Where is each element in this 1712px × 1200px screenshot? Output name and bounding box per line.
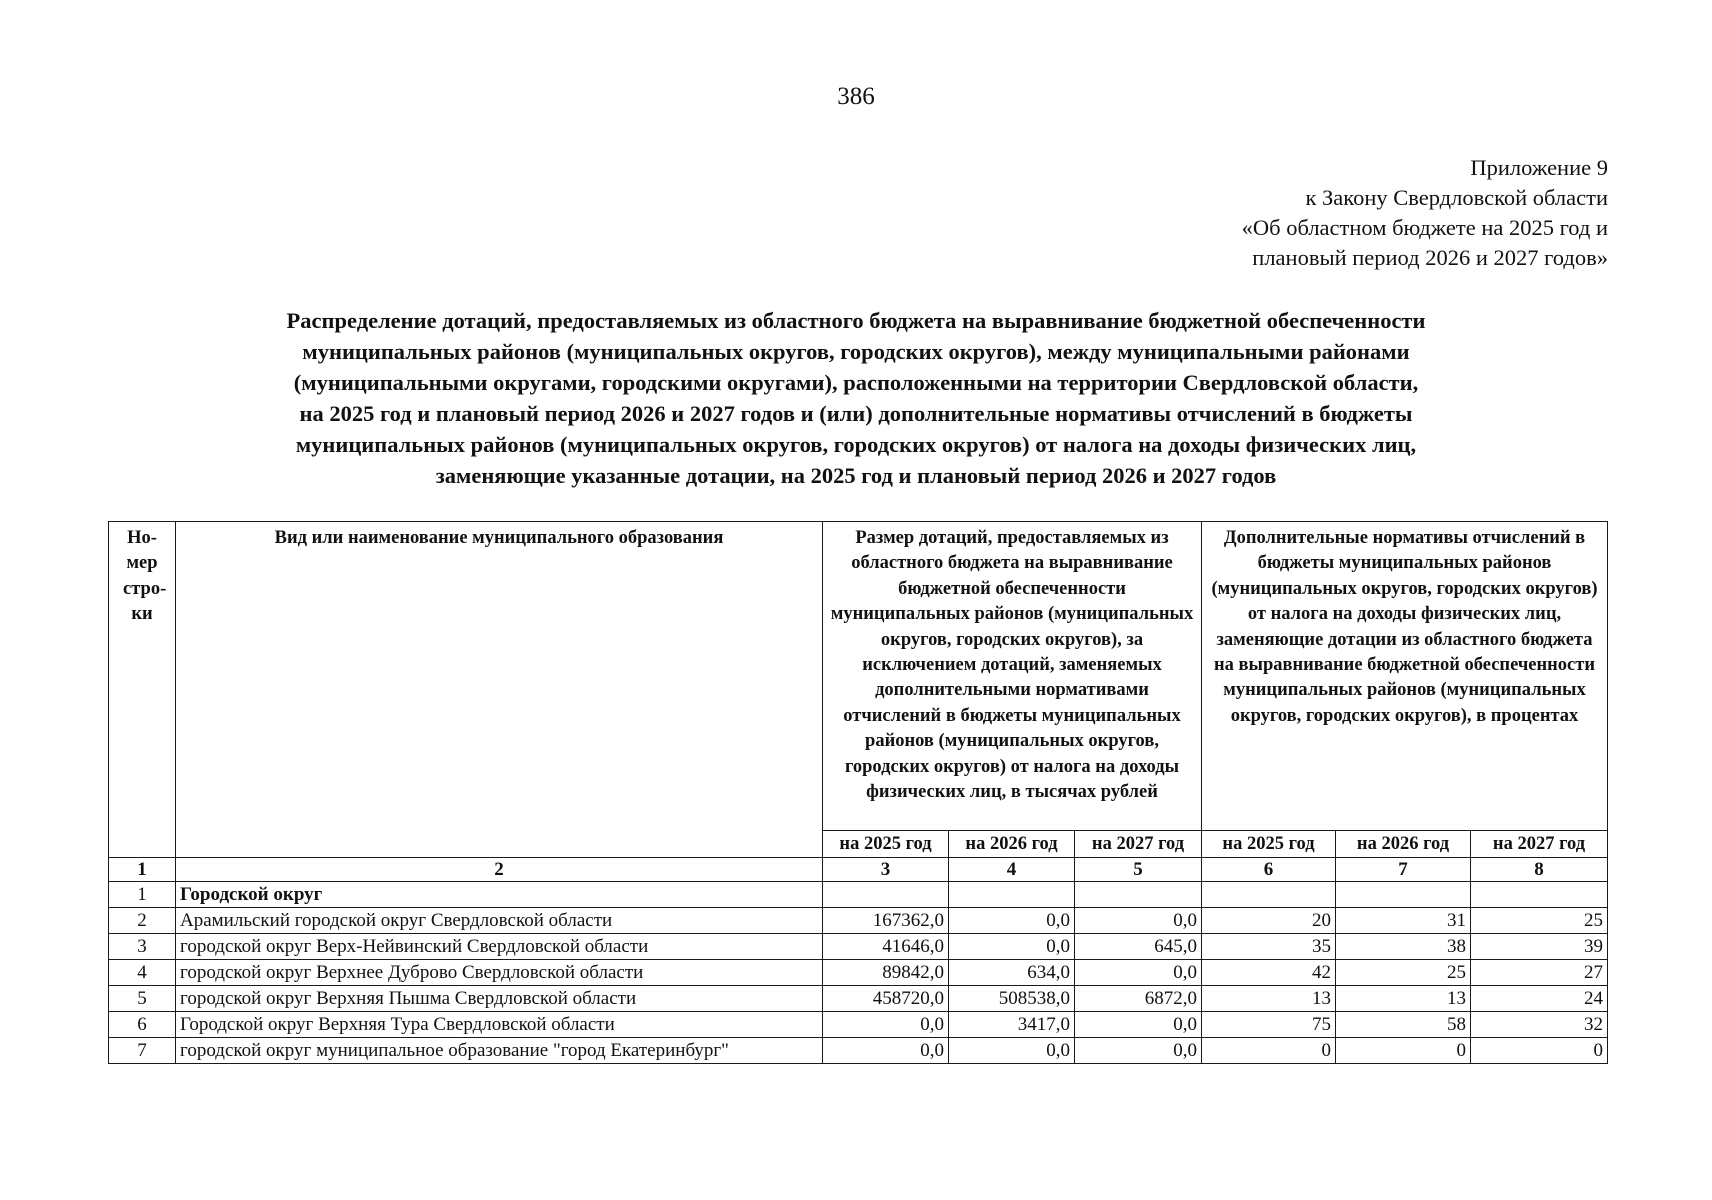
year-header: на 2027 год xyxy=(1075,831,1202,858)
row-name: городской округ Верхняя Пышма Свердловской области xyxy=(176,986,823,1012)
value-cell: 24 xyxy=(1471,986,1608,1012)
value-cell: 6872,0 xyxy=(1075,986,1202,1012)
appendix-line: «Об областном бюджете на 2025 год и xyxy=(1241,215,1608,240)
value-cell: 13 xyxy=(1202,986,1336,1012)
value-cell: 0 xyxy=(1471,1038,1608,1064)
value-cell: 27 xyxy=(1471,960,1608,986)
value-cell: 32 xyxy=(1471,1012,1608,1038)
dotation-table xyxy=(108,521,1608,1064)
title-line: (муниципальными округами, городскими округами), расположенными на территории Свердловской области, xyxy=(293,370,1419,395)
title-line: на 2025 год и плановый период 2026 и 2027 годов и (или) дополнительные нормативы отчислений в бюджеты xyxy=(299,401,1413,426)
page-number: 386 xyxy=(837,83,875,110)
column-number: 1 xyxy=(109,858,176,882)
table-row xyxy=(109,1038,1608,1064)
value-cell xyxy=(949,882,1075,908)
table-row xyxy=(109,986,1608,1012)
value-cell: 13 xyxy=(1336,986,1471,1012)
header-norms: Дополнительные нормативы отчислений в бюджеты муниципальных районов (муниципальных округов, городских округов) от налога на доходы физических лиц, заменяющие дотации из областного бюджета на выравнивание бюджетной обеспеченности муниципальных районов (муниципальных округов, городских округов), в процентах xyxy=(1202,522,1608,831)
value-cell xyxy=(1075,882,1202,908)
value-cell xyxy=(823,882,949,908)
column-number: 2 xyxy=(176,858,823,882)
table-row xyxy=(109,882,1608,908)
row-number: 6 xyxy=(109,1012,176,1038)
value-cell: 167362,0 xyxy=(823,908,949,934)
header-row xyxy=(109,522,1608,831)
value-cell: 0,0 xyxy=(949,1038,1075,1064)
value-cell: 0,0 xyxy=(823,1038,949,1064)
value-cell: 58 xyxy=(1336,1012,1471,1038)
value-cell: 25 xyxy=(1471,908,1608,934)
column-number: 4 xyxy=(949,858,1075,882)
value-cell xyxy=(1202,882,1336,908)
header-row-number: Но-мер стро-ки xyxy=(109,522,176,858)
value-cell: 31 xyxy=(1336,908,1471,934)
value-cell: 0,0 xyxy=(1075,1038,1202,1064)
header-name: Вид или наименование муниципального образования xyxy=(176,522,823,858)
value-cell: 3417,0 xyxy=(949,1012,1075,1038)
value-cell: 0,0 xyxy=(949,934,1075,960)
table-row xyxy=(109,934,1608,960)
column-number-row xyxy=(109,858,1608,882)
year-header: на 2025 год xyxy=(823,831,949,858)
value-cell: 89842,0 xyxy=(823,960,949,986)
title-line: муниципальных районов (муниципальных округов, городских округов), между муниципальными районами xyxy=(302,339,1410,364)
value-cell: 0 xyxy=(1202,1038,1336,1064)
column-number: 8 xyxy=(1471,858,1608,882)
row-name: городской округ Верхнее Дуброво Свердловской области xyxy=(176,960,823,986)
value-cell: 20 xyxy=(1202,908,1336,934)
value-cell: 0,0 xyxy=(1075,960,1202,986)
row-name: Арамильский городской округ Свердловской области xyxy=(176,908,823,934)
appendix-line: к Закону Свердловской области xyxy=(1305,185,1608,210)
table-row xyxy=(109,908,1608,934)
row-number: 2 xyxy=(109,908,176,934)
table-row xyxy=(109,1012,1608,1038)
row-name: городской округ муниципальное образование "город Екатеринбург" xyxy=(176,1038,823,1064)
column-number: 6 xyxy=(1202,858,1336,882)
value-cell: 0,0 xyxy=(1075,908,1202,934)
column-number: 5 xyxy=(1075,858,1202,882)
header-subsidies: Размер дотаций, предоставляемых из областного бюджета на выравнивание бюджетной обеспеченности муниципальных районов (муниципальных округов, городских округов), за исключением дотаций, заменяемых дополнительными нормативами отчислений в бюджеты муниципальных районов (муниципальных округов, городских округов) от налога на доходы физических лиц, в тысячах рублей xyxy=(823,522,1202,831)
year-header: на 2026 год xyxy=(1336,831,1471,858)
row-number: 4 xyxy=(109,960,176,986)
value-cell: 38 xyxy=(1336,934,1471,960)
column-number: 3 xyxy=(823,858,949,882)
row-number: 3 xyxy=(109,934,176,960)
row-number: 1 xyxy=(109,882,176,908)
value-cell xyxy=(1336,882,1471,908)
appendix-line: плановый период 2026 и 2027 годов» xyxy=(1252,245,1608,270)
value-cell: 645,0 xyxy=(1075,934,1202,960)
year-header: на 2027 год xyxy=(1471,831,1608,858)
row-name: городской округ Верх-Нейвинский Свердловской области xyxy=(176,934,823,960)
row-name: Городской округ xyxy=(176,882,823,908)
appendix-line: Приложение 9 xyxy=(1470,155,1608,180)
value-cell: 39 xyxy=(1471,934,1608,960)
column-number: 7 xyxy=(1336,858,1471,882)
value-cell: 35 xyxy=(1202,934,1336,960)
year-header: на 2026 год xyxy=(949,831,1075,858)
value-cell: 634,0 xyxy=(949,960,1075,986)
title-line: заменяющие указанные дотации, на 2025 год и плановый период 2026 и 2027 годов xyxy=(435,463,1277,488)
title-line: муниципальных районов (муниципальных округов, городских округов) от налога на доходы физических лиц, xyxy=(295,432,1417,457)
value-cell: 75 xyxy=(1202,1012,1336,1038)
row-number: 5 xyxy=(109,986,176,1012)
row-number: 7 xyxy=(109,1038,176,1064)
value-cell xyxy=(1471,882,1608,908)
value-cell: 0 xyxy=(1336,1038,1471,1064)
value-cell: 508538,0 xyxy=(949,986,1075,1012)
value-cell: 41646,0 xyxy=(823,934,949,960)
value-cell: 458720,0 xyxy=(823,986,949,1012)
appendix-note xyxy=(1242,153,1608,273)
value-cell: 0,0 xyxy=(823,1012,949,1038)
value-cell: 42 xyxy=(1202,960,1336,986)
value-cell: 0,0 xyxy=(949,908,1075,934)
value-cell: 0,0 xyxy=(1075,1012,1202,1038)
table-row xyxy=(109,960,1608,986)
year-header: на 2025 год xyxy=(1202,831,1336,858)
value-cell: 25 xyxy=(1336,960,1471,986)
row-name: Городской округ Верхняя Тура Свердловской области xyxy=(176,1012,823,1038)
title-line: Распределение дотаций, предоставляемых из областного бюджета на выравнивание бюджетной обеспеченности xyxy=(286,308,1426,333)
document-title xyxy=(150,305,1562,491)
